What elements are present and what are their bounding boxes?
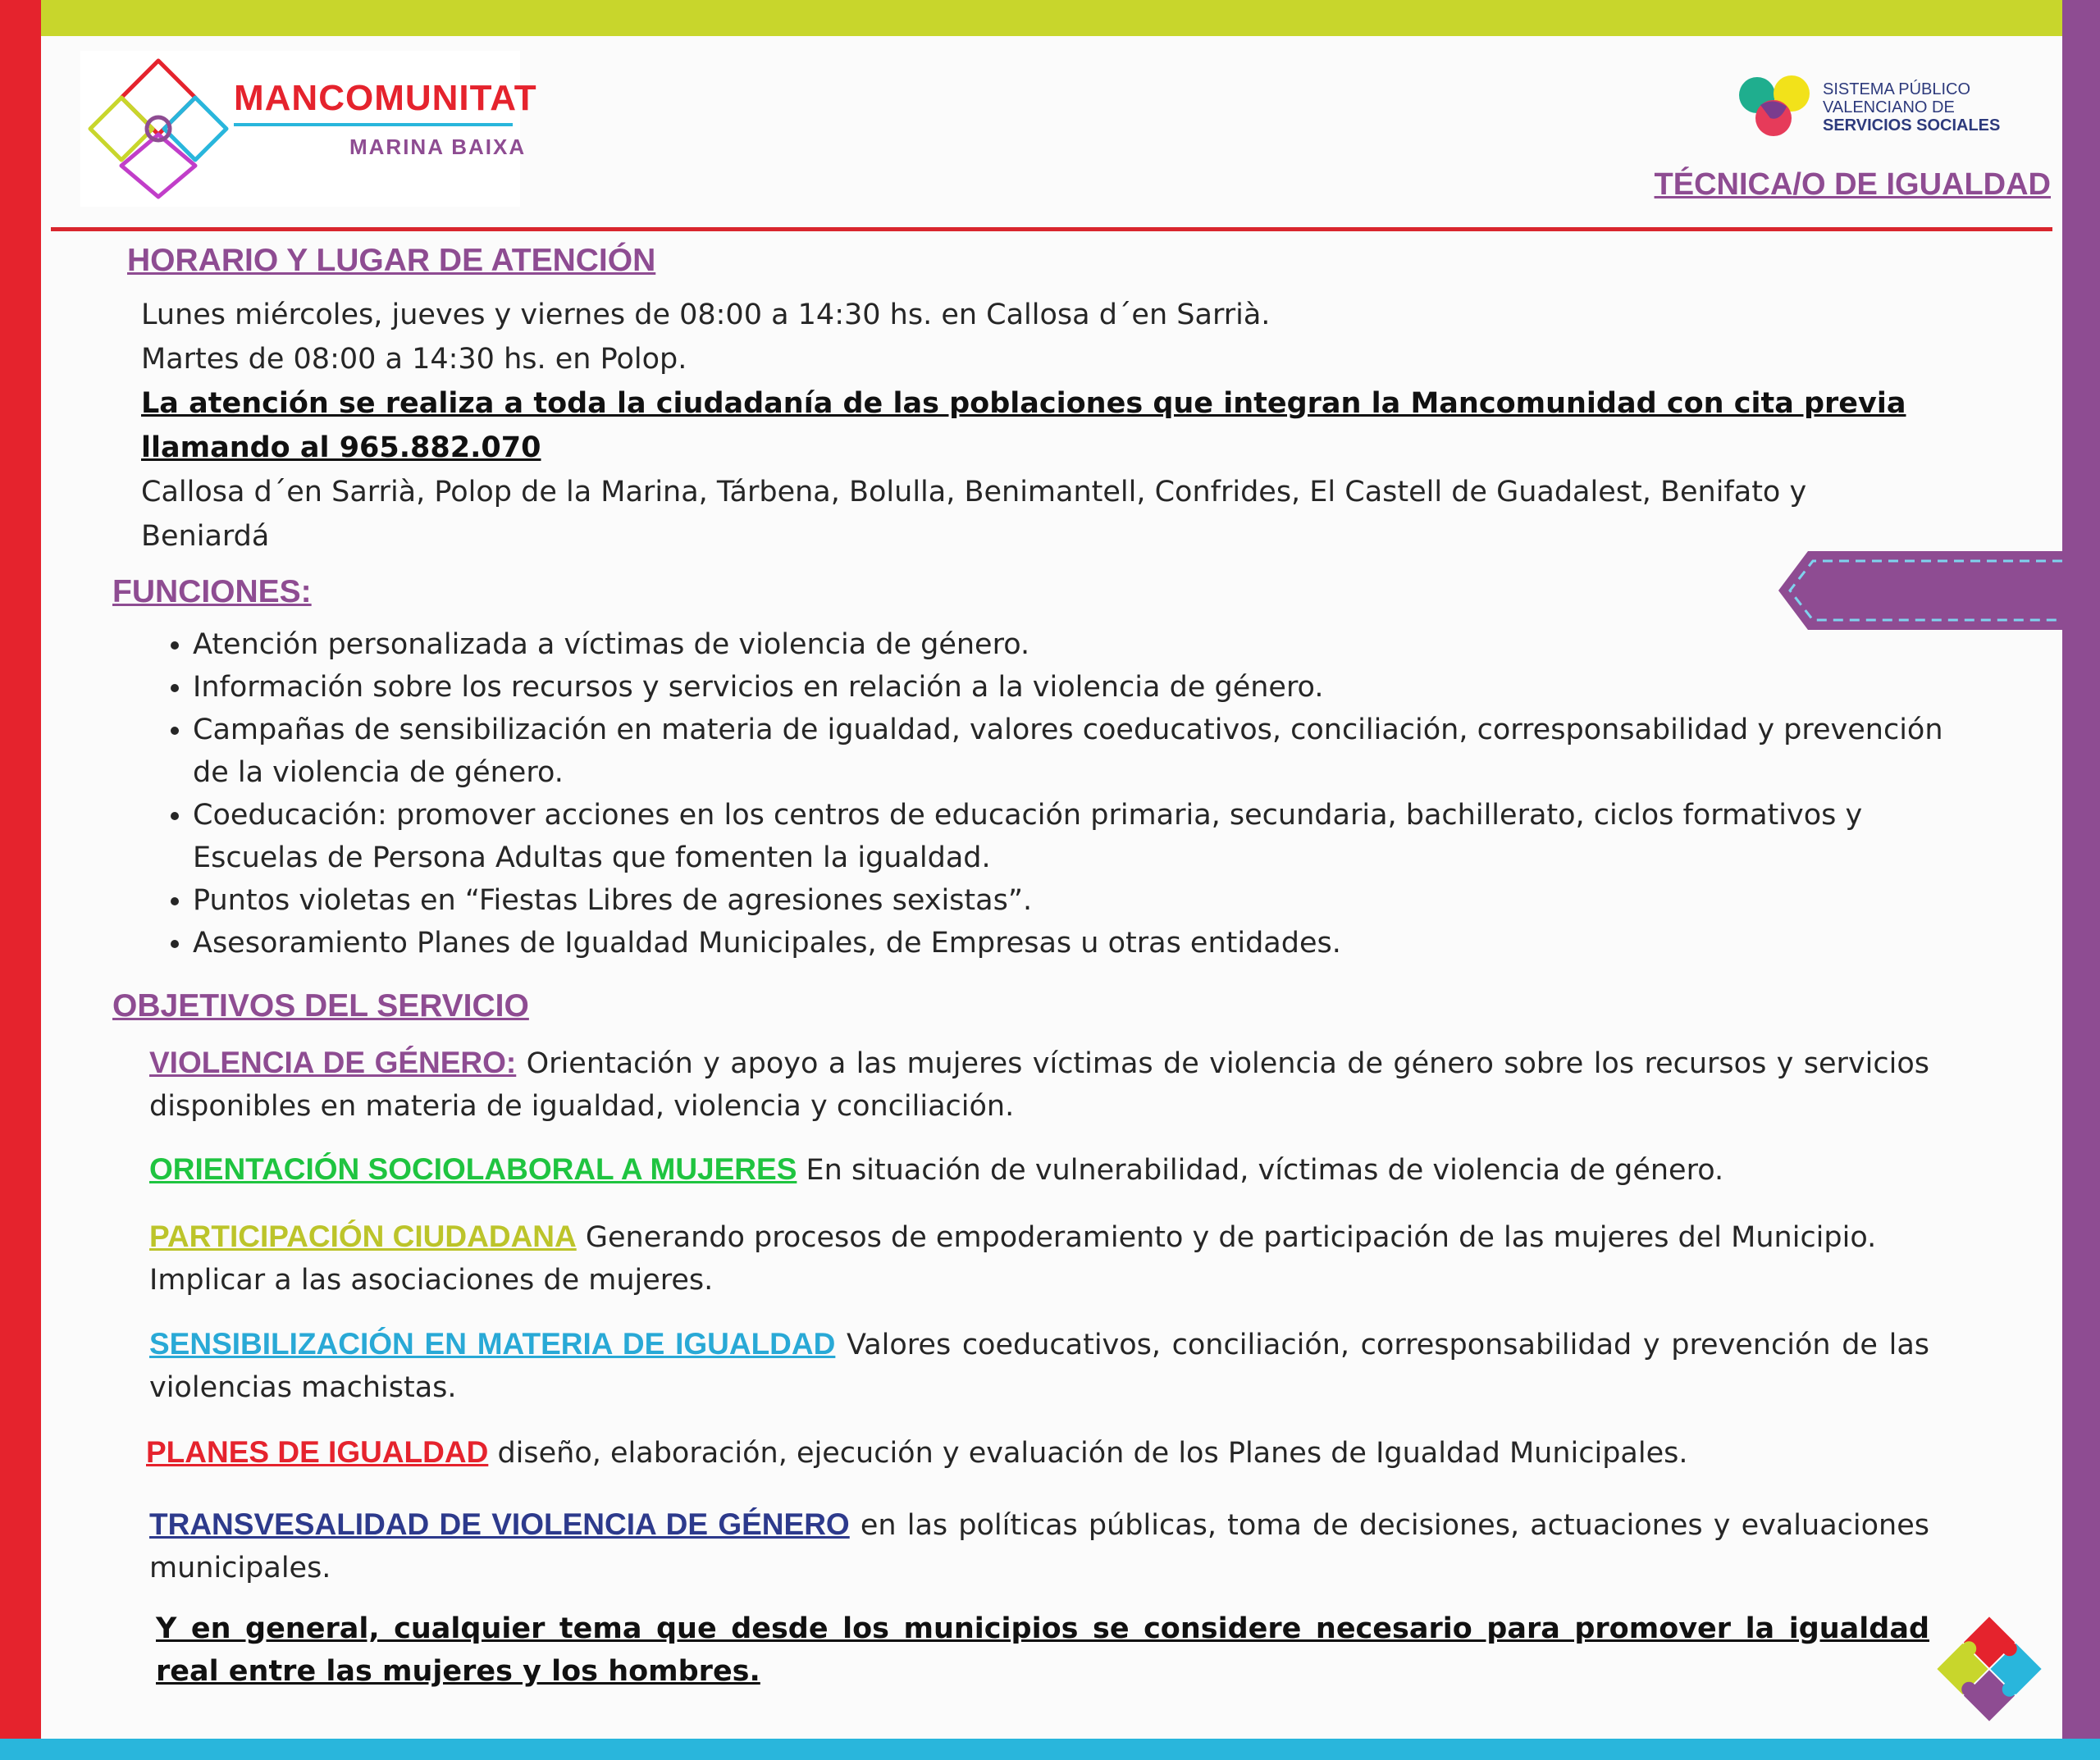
mancomunitat-logo [80,51,520,207]
system-logo-line2: VALENCIANO DE [1823,98,1955,116]
appointment-notice: La atención se realiza a toda la ciudadanía de las poblaciones que integran la Mancomunidad con cita previa llamando al 965.882.070 [141,387,1906,464]
objective-sociolaboral [149,1148,1929,1192]
functions-heading: FUNCIONES: [112,574,312,609]
objective-violence [149,1042,1929,1128]
objective-label: SENSIBILIZACIÓN EN MATERIA DE IGUALDAD [149,1327,836,1361]
logo-title: MANCOMUNITAT [234,78,537,118]
objective-text: Generando procesos de empoderamiento y de participación de las mujeres del Municipio. Implicar a las asociaciones de mujeres. [149,1221,1877,1297]
puzzle-logo-icon [80,51,236,207]
role-title: TÉCNICA/O DE IGUALDAD [1654,167,2051,202]
puzzle-corner-icon [1928,1607,2051,1730]
objective-text: en las políticas públicas, toma de decisiones, actuaciones y evaluaciones municipales. [149,1509,1929,1584]
objective-text: diseño, elaboración, ejecución y evaluación de los Planes de Igualdad Municipales. [488,1437,1688,1470]
function-item: • Coeducación: promover acciones en los centros de educación primaria, secundaria, bachillerato, ciclos formativos y Escuelas de Persona Adultas que fomenten la igualdad. [193,794,1965,879]
logo-underline [234,123,513,126]
decorative-tab-icon [1775,549,2062,632]
function-item: • Campañas de sensibilización en materia de igualdad, valores coeducativos, conciliación, corresponsabilidad y prevención de la violencia de género. [193,709,1965,794]
system-logo-line1: SISTEMA PÚBLICO [1823,80,1971,98]
header-divider [51,227,2052,231]
functions-list [156,623,1965,964]
objective-label: PARTICIPACIÓN CIUDADANA [149,1220,577,1253]
function-item: • Puntos violetas en “Fiestas Libres de agresiones sexistas”. [193,879,1965,922]
objectives-heading: OBJETIVOS DEL SERVICIO [112,988,529,1024]
objective-label: TRANSVESALIDAD DE VIOLENCIA DE GÉNERO [149,1507,850,1541]
system-logo-text [1823,80,2000,135]
top-color-bar [0,0,2100,36]
objective-participation [149,1215,1929,1302]
function-item: • Asesoramiento Planes de Igualdad Municipales, de Empresas u otras entidades. [193,922,1965,964]
left-color-bar [0,0,41,1760]
objective-label: ORIENTACIÓN SOCIOLABORAL A MUJERES [149,1152,797,1186]
function-item: • Información sobre los recursos y servicios en relación a la violencia de género. [193,666,1965,709]
objective-transversality [149,1503,1929,1589]
logo-subtitle: MARINA BAIXA [349,135,527,159]
servicios-sociales-logo-icon [1737,72,1813,141]
function-item: • Atención personalizada a víctimas de violencia de género. [193,623,1965,666]
system-logo-line3: SERVICIOS SOCIALES [1823,116,2001,135]
towns-list: Callosa d´en Sarrià, Polop de la Marina, Tárbena, Bolulla, Benimantell, Confrides, El Castell de Guadalest, Benifato y Beniardá [141,476,1807,553]
schedule-line-2: Martes de 08:00 a 14:30 hs. en Polop. [141,343,687,376]
right-color-bar [2062,0,2100,1760]
objective-text: Valores coeducativos, conciliación, corresponsabilidad y prevención de las violencias machistas. [149,1329,1929,1404]
objective-awareness [149,1323,1929,1409]
objective-label: VIOLENCIA DE GÉNERO: [149,1046,517,1079]
bottom-color-bar [0,1739,2100,1760]
closing-statement: Y en general, cualquier tema que desde los municipios se considere necesario para promover la igualdad real entre las mujeres y los hombres. [156,1612,1929,1688]
schedule-line-1: Lunes miércoles, jueves y viernes de 08:00 a 14:30 hs. en Callosa d´en Sarrià. [141,299,1271,331]
objective-text: Orientación y apoyo a las mujeres víctimas de violencia de género sobre los recursos y servicios disponibles en materia de igualdad, violencia y conciliación. [149,1047,1929,1123]
objective-equality-plans [146,1431,1926,1475]
objective-text: En situación de vulnerabilidad, víctimas de violencia de género. [797,1154,1724,1187]
schedule-heading: HORARIO Y LUGAR DE ATENCIÓN [127,243,656,278]
objective-label: PLANES DE IGUALDAD [146,1435,489,1469]
